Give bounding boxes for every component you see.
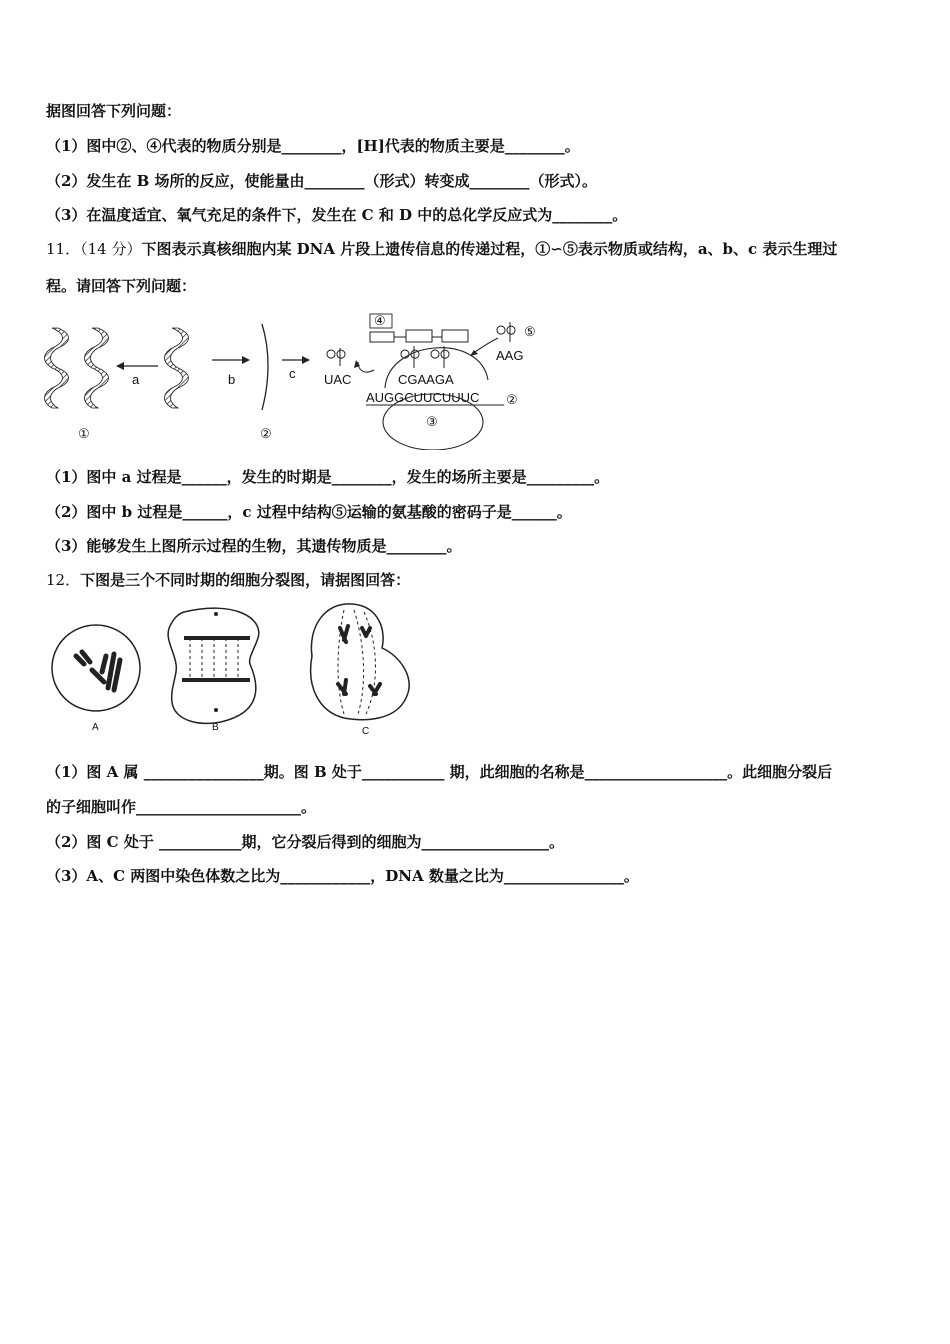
label-2-ribo: ② — [506, 392, 518, 407]
codon-aag: AAG — [496, 348, 524, 363]
label-4: ④ — [374, 313, 386, 328]
q12-cell-division-figure — [44, 598, 424, 743]
label-5: ⑤ — [524, 324, 536, 339]
q10-intro: 据图回答下列问题： — [46, 102, 182, 120]
dna-helix-left-2 — [85, 328, 109, 408]
mrna-sequence: AUGGCUUCUUUC — [366, 390, 480, 405]
label-2: ② — [260, 426, 272, 441]
trna-group — [327, 322, 515, 368]
q11-sub2: （2）图中 b 过程是______，c 过程中结构⑤运输的氨基酸的密码子是______。 — [46, 503, 572, 521]
q11-sub3: （3）能够发生上图所示过程的生物，其遗传物质是________。 — [46, 537, 462, 555]
q12-stem: 下图是三个不同时期的细胞分裂图，请据图回答： — [80, 571, 411, 589]
q12-sub1-line2: 的子细胞叫作______________________。 — [46, 798, 317, 816]
cell-b — [168, 608, 259, 733]
q12-sub2: （2）图 C 处于 ___________期，它分裂后得到的细胞为_________________。 — [46, 833, 565, 851]
q11-number: 11． — [46, 240, 81, 258]
cell-a — [52, 625, 140, 733]
label-cell-c: C — [362, 726, 370, 737]
label-cell-a: A — [92, 722, 99, 733]
q11-stem-text: 下图表示真核细胞内某 DNA 片段上遗传信息的传递过程，①∽⑤表示物质或结构，a、b、c 表示生理过 — [141, 240, 838, 258]
q12-number: 12． — [46, 571, 81, 589]
dna-helix-middle — [165, 328, 189, 408]
q10-sub1: （1）图中②、④代表的物质分别是________，[H]代表的物质主要是________。 — [46, 137, 580, 155]
cell-c — [311, 604, 409, 737]
q11-score: （14 分） — [80, 240, 142, 258]
anticodon-uac: UAC — [324, 372, 352, 387]
q12-stem-line — [46, 570, 410, 590]
q11-gene-expression-figure — [40, 310, 540, 450]
q10-sub3: （3）在温度适宜、氧气充足的条件下，发生在 C 和 D 中的总化学反应式为________。 — [46, 206, 628, 224]
mrna-strand — [262, 324, 268, 410]
label-3: ③ — [426, 414, 438, 429]
label-1: ① — [78, 426, 90, 441]
q11-sub1: （1）图中 a 过程是______，发生的时期是________，发生的场所主要是_________。 — [46, 468, 610, 486]
label-cell-b: B — [212, 722, 219, 733]
q11-stem-line2: 程。请回答下列问题： — [46, 277, 197, 295]
label-a: a — [132, 372, 140, 387]
dna-helix-left-1 — [45, 328, 69, 408]
label-b: b — [228, 372, 236, 387]
q10-sub2: （2）发生在 B 场所的反应，使能量由________（形式）转变成________（形式）。 — [46, 172, 598, 190]
label-c: c — [289, 366, 296, 381]
q12-sub1-line1: （1）图 A 属 ________________期。图 B 处于___________ 期，此细胞的名称是___________________。此细胞分裂后 — [46, 763, 833, 781]
q11-stem-line1 — [46, 239, 837, 259]
q12-sub3: （3）A、C 两图中染色体数之比为____________，DNA 数量之比为________________。 — [46, 867, 639, 885]
anticodons-cgaaga: CGAAGA — [398, 372, 454, 387]
